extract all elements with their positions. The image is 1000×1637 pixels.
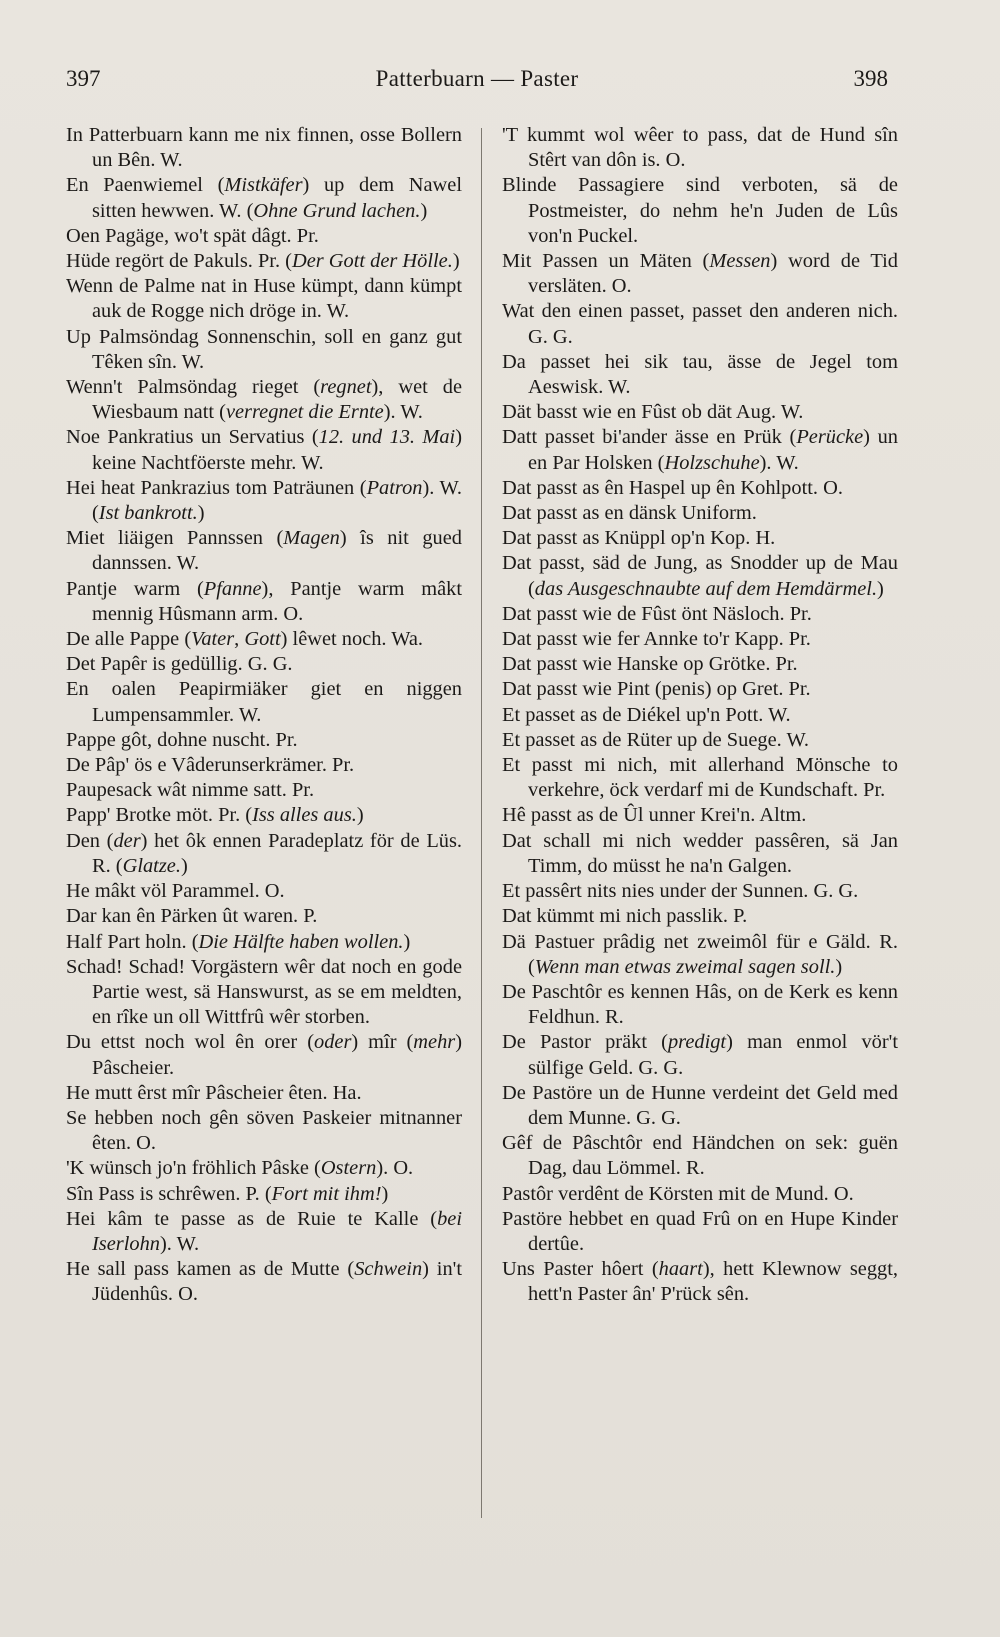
column-divider <box>481 128 482 1518</box>
proverb-entry: Dat passt wie Hanske op Grötke. Pr. <box>502 653 798 676</box>
proverb-entry: Mit Passen un Mäten (Messen) word de Tid versläten. O. <box>502 250 898 298</box>
gloss: das Ausgeschnaubte auf dem Hemdärmel. <box>534 577 878 600</box>
gloss: Messen <box>709 250 771 273</box>
proverb-entry: Du ettst noch wol ên orer (oder) mîr (mehr) Pâscheier. <box>66 1031 463 1079</box>
proverb-entry: Dat kümmt mi nich passlik. P. <box>502 905 748 928</box>
proverb-entry: Oen Pagäge, wo't spät dâgt. Pr. <box>66 224 319 247</box>
proverb-entry: Dat passt as ên Haspel up ên Kohlpott. O. <box>502 476 843 499</box>
proverb-entry: Wenn de Palme nat in Huse kümpt, dann kümpt auk de Rogge nich dröge in. W. <box>66 275 462 323</box>
gloss: haart <box>658 1258 703 1281</box>
page-number-left: 397 <box>66 66 101 91</box>
proverb-entry: Et passt mi nich, mit allerhand Mönsche to verkehre, öck verdarf mi de Kundschaft. Pr. <box>502 754 898 802</box>
proverb-entry: Schad! Schad! Vorgästern wêr dat noch en gode Partie west, sä Hanswurst, as se em meldten, en rîke un oll Wittfrû wêr storben. <box>66 955 462 1029</box>
proverb-entry: Da passet hei sik tau, ässe de Jegel tom Aeswisk. W. <box>502 350 898 399</box>
proverb-entry: Dät basst wie en Fûst ob dät Aug. W. <box>502 401 804 424</box>
gloss: regnet <box>320 376 372 399</box>
proverb-entry: Hüde regört de Pakuls. Pr. (Der Gott der Hölle.) <box>66 250 460 273</box>
gloss: der <box>113 829 141 852</box>
proverb-entry: Dat passt as en dänsk Uniform. <box>502 502 757 525</box>
gloss: Pfanne <box>203 577 262 600</box>
gloss: Die Hälfte haben wollen. <box>198 930 404 953</box>
proverb-entry: Miet liäigen Pannssen (Magen) îs nit gued dannssen. W. <box>66 527 462 575</box>
proverb-entry: Wat den einen passet, passet den anderen nich. G. G. <box>502 300 898 348</box>
gloss: Magen <box>283 527 340 550</box>
gloss: Vater <box>191 628 235 651</box>
proverb-entry: 'K wünsch jo'n fröhlich Pâske (Ostern). O. <box>66 1157 414 1180</box>
proverb-entry: Datt passet bi'ander ässe en Prük (Perücke) un en Par Holsken (Holzschuhe). W. <box>502 426 898 474</box>
left-column <box>66 123 462 1308</box>
gloss: Wenn man etwas zweimal sagen soll. <box>534 955 836 978</box>
gloss: 12. und 13. Mai <box>318 426 456 449</box>
gloss: Iss alles aus. <box>252 804 357 827</box>
proverb-entry: Dat schall mi nich wedder passêren, sä Jan Timm, do müsst he na'n Galgen. <box>502 829 898 877</box>
gloss: Ist bankrott. <box>98 502 198 525</box>
proverb-entry: En oalen Peapirmiäker giet en niggen Lumpensammler. W. <box>66 678 462 726</box>
gloss: Perücke <box>796 426 864 449</box>
proverb-entry: He sall pass kamen as de Mutte (Schwein) in't Jüdenhûs. O. <box>66 1258 462 1306</box>
proverb-entry: Wenn't Palmsöndag rieget (regnet), wet de Wiesbaum natt (verregnet die Ernte). W. <box>66 376 462 424</box>
proverb-entry: Uns Paster hôert (haart), hett Klewnow seggt, hett'n Paster ân' P'rück sên. <box>502 1258 898 1306</box>
proverb-entry: Det Papêr is gedüllig. G. G. <box>66 653 293 676</box>
gloss: Der Gott der Hölle. <box>291 250 453 273</box>
proverb-entry: Dat passt wie fer Annke to'r Kapp. Pr. <box>502 628 811 651</box>
proverb-entry: Hei kâm te passe as de Ruie te Kalle (bei Iserlohn). W. <box>66 1207 462 1255</box>
proverb-entry: Pastöre hebbet en quad Frû on en Hupe Kinder dertûe. <box>502 1207 898 1255</box>
proverb-entry: Up Palmsöndag Sonnenschin, soll en ganz gut Têken sîn. W. <box>66 325 462 373</box>
proverb-entry: De Pastöre un de Hunne verdeint det Geld med dem Munne. G. G. <box>502 1081 898 1129</box>
right-column <box>502 123 898 1308</box>
proverb-entry: 'T kummt wol wêer to pass, dat de Hund sîn Stêrt van dôn is. O. <box>502 124 898 172</box>
proverb-entry: Dä Pastuer prâdig net zweimôl für e Gäld. R. (Wenn man etwas zweimal sagen soll.) <box>502 930 898 978</box>
gloss: Gott <box>244 628 281 651</box>
proverb-entry: Pastôr verdênt de Körsten mit de Mund. O. <box>502 1182 854 1205</box>
proverb-entry: Pappe gôt, dohne nuscht. Pr. <box>66 728 298 751</box>
proverb-entry: Pantje warm (Pfanne), Pantje warm mâkt mennig Hûsmann arm. O. <box>66 577 462 625</box>
proverb-entry: Hê passt as de Ûl unner Krei'n. Altm. <box>502 804 807 827</box>
proverb-entry: Blinde Passagiere sind verboten, sä de Postmeister, do nehm he'n Juden de Lûs von'n Puckel. <box>502 174 898 247</box>
proverb-entry: Paupesack wât nimme satt. Pr. <box>66 779 315 802</box>
running-head <box>66 66 888 102</box>
proverb-entry: De Pastor präkt (predigt) man enmol vör't sülfige Geld. G. G. <box>502 1031 898 1079</box>
gloss: predigt <box>667 1031 727 1054</box>
proverb-entry: De Pâp' ös e Vâderunserkrämer. Pr. <box>66 754 355 777</box>
proverb-entry: Dat passt as Knüppl op'n Kop. H. <box>502 527 776 550</box>
proverb-entry: Dat passt wie de Fûst önt Näsloch. Pr. <box>502 602 812 625</box>
proverb-entry: Dar kan ên Pärken ût waren. P. <box>66 905 318 928</box>
proverb-entry: He mutt êrst mîr Pâscheier êten. Ha. <box>66 1081 362 1104</box>
proverb-entry: Et passet as de Rüter up de Suege. W. <box>502 728 809 751</box>
gloss: bei Iserlohn <box>92 1207 462 1255</box>
gloss: mehr <box>413 1031 456 1054</box>
gloss: Ohne Grund lachen. <box>253 199 421 222</box>
gloss: Ostern <box>320 1157 377 1180</box>
gloss: Schwein <box>354 1258 423 1281</box>
gloss: Patron <box>366 476 423 499</box>
proverb-entry: He mâkt völ Parammel. O. <box>66 880 285 903</box>
proverb-entry: Dat passt wie Pint (penis) op Gret. Pr. <box>502 678 811 701</box>
gloss: Holzschuhe <box>664 451 760 474</box>
proverb-entry: Papp' Brotke möt. Pr. (Iss alles aus.) <box>66 804 364 827</box>
proverb-entry: Sîn Pass is schrêwen. P. (Fort mit ihm!) <box>66 1182 389 1205</box>
proverb-entry: In Patterbuarn kann me nix finnen, osse Bollern un Bên. W. <box>66 124 462 172</box>
proverb-entry: De alle Pappe (Vater, Gott) lêwet noch. Wa. <box>66 628 424 651</box>
proverb-entry: Dat passt, säd de Jung, as Snodder up de Mau (das Ausgeschnaubte auf dem Hemdärmel.) <box>502 552 898 600</box>
gloss: oder <box>314 1031 352 1054</box>
proverb-entry: Noe Pankratius un Servatius (12. und 13. Mai) keine Nachtföerste mehr. W. <box>66 426 463 474</box>
proverb-entry: De Paschtôr es kennen Hâs, on de Kerk es kenn Feldhun. R. <box>502 980 898 1029</box>
gloss: verregnet die Ernte <box>225 401 384 424</box>
proverb-entry: Se hebben noch gên söven Paskeier mitnanner êten. O. <box>66 1106 462 1155</box>
proverb-entry: Et passêrt nits nies under der Sunnen. G. G. <box>502 880 859 903</box>
gloss: Mistkäfer <box>224 174 303 197</box>
proverb-entry: Et passet as de Diékel up'n Pott. W. <box>502 703 791 726</box>
proverb-entry: Half Part holn. (Die Hälfte haben wollen.) <box>66 930 411 953</box>
proverb-entry: En Paenwiemel (Mistkäfer) up dem Nawel sitten hewwen. W. (Ohne Grund lachen.) <box>66 174 462 222</box>
page-number-right: 398 <box>853 66 888 91</box>
proverb-entry: Den (der) het ôk ennen Paradeplatz för de Lüs. R. (Glatze.) <box>66 829 462 877</box>
proverb-entry: Gêf de Pâschtôr end Händchen on sek: guën Dag, dau Lömmel. R. <box>502 1132 898 1180</box>
proverb-entry: Hei heat Pankrazius tom Paträunen (Patron). W. (Ist bankrott.) <box>66 476 462 525</box>
gloss: Glatze. <box>122 854 181 877</box>
running-title: Patterbuarn — Paster <box>375 66 579 91</box>
gloss: Fort mit ihm! <box>271 1182 382 1205</box>
